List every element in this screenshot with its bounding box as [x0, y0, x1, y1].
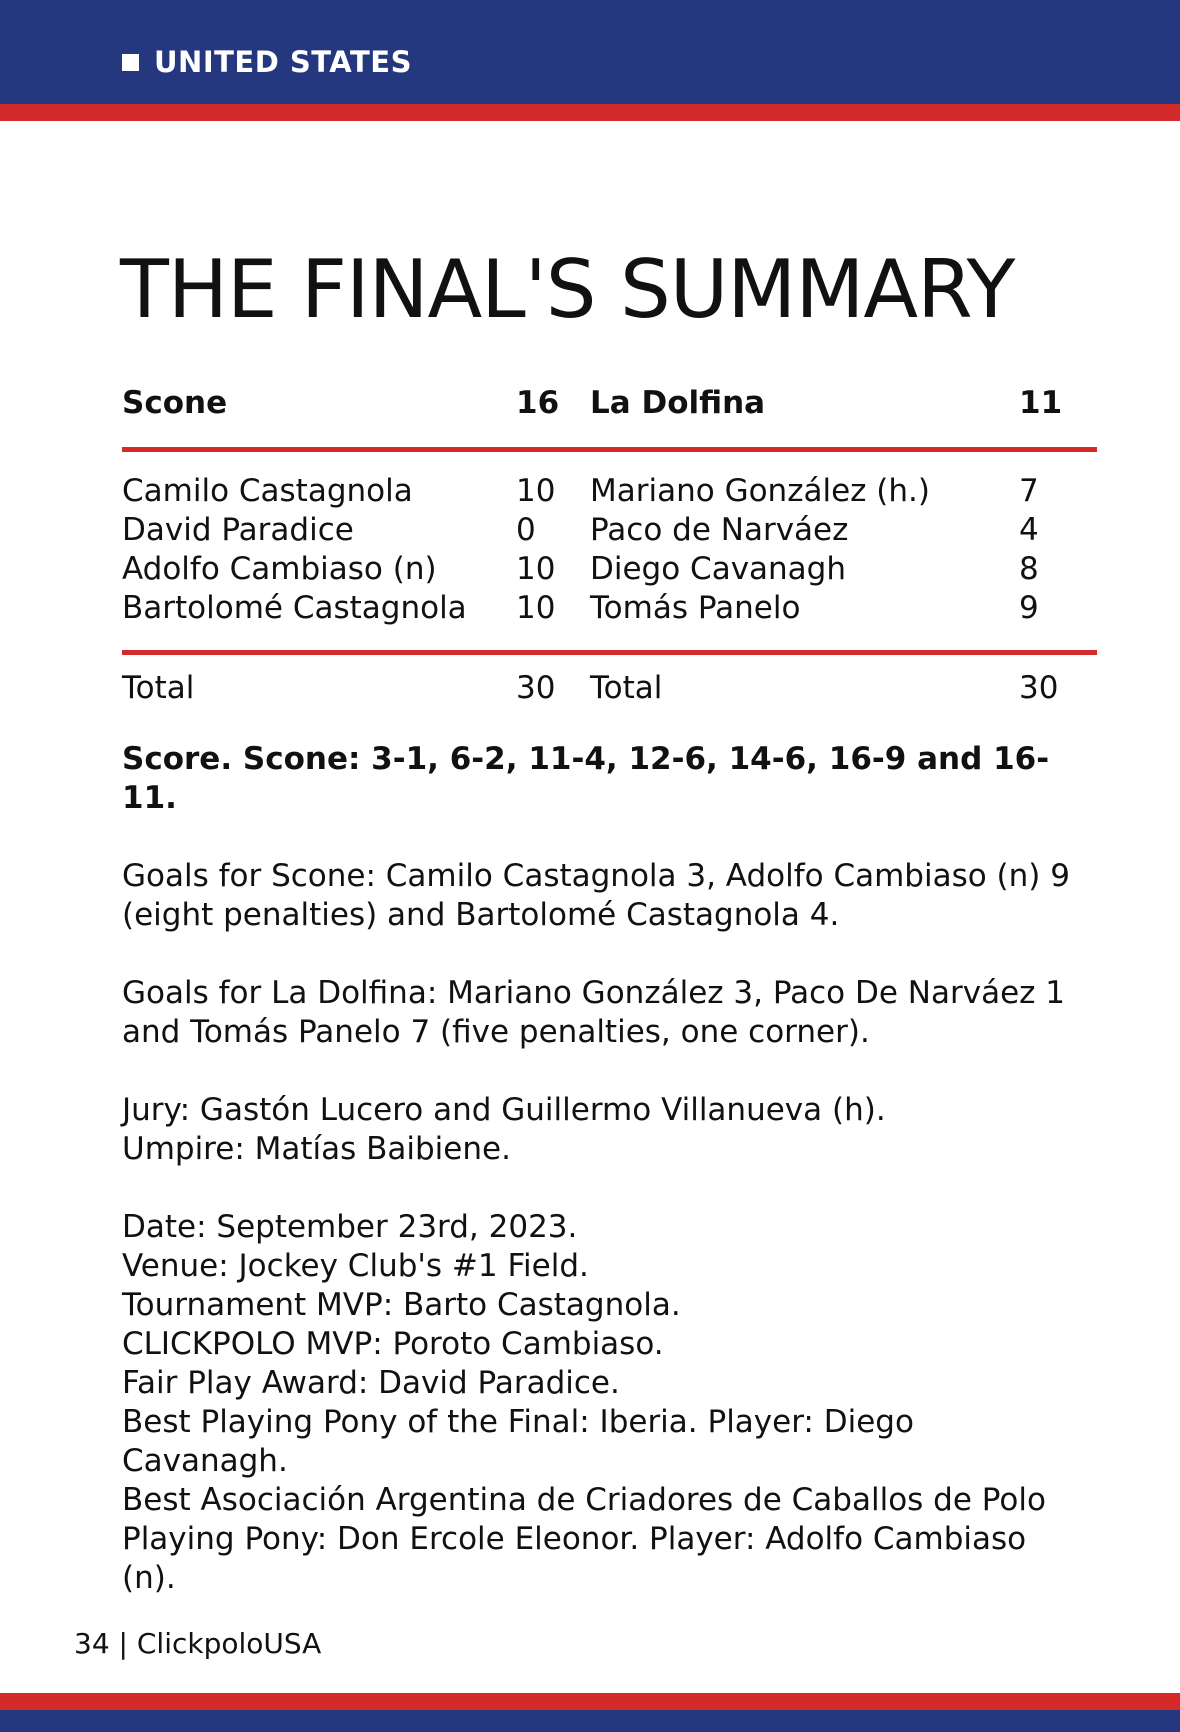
- team2-handicap: 7: [1019, 473, 1039, 509]
- team2-handicap: 9: [1019, 590, 1039, 626]
- team2-score: 11: [1019, 385, 1063, 421]
- lineup-table: [122, 384, 1097, 708]
- date-line: Date: September 23rd, 2023.: [122, 1209, 578, 1245]
- team1-score: 16: [516, 385, 560, 421]
- summary-body: [122, 740, 1082, 1598]
- team2-player: Tomás Panelo: [590, 590, 801, 626]
- umpire-line: Umpire: Matías Baibiene.: [122, 1131, 511, 1167]
- clickpolo-mvp-line: CLICKPOLO MVP: Poroto Cambiaso.: [122, 1326, 664, 1362]
- score-progression: Score. Scone: 3-1, 6-2, 11-4, 12-6, 14-6, 16-9 and 16-11.: [122, 741, 1050, 816]
- team1-player: Camilo Castagnola: [122, 473, 413, 509]
- player-row: [122, 511, 1097, 550]
- section-label: [122, 45, 412, 79]
- totals-row: [122, 669, 1097, 708]
- player-row: [122, 550, 1097, 589]
- team1-total-label: Total: [122, 670, 195, 706]
- team1-handicap: 10: [516, 590, 556, 626]
- team2-total-value: 30: [1019, 670, 1059, 706]
- team2-player: Diego Cavanagh: [590, 551, 847, 587]
- team1-handicap: 10: [516, 551, 556, 587]
- team1-total-value: 30: [516, 670, 556, 706]
- goals-la-dolfina: Goals for La Dolfina: Mariano González 3, Paco De Narváez 1 and Tomás Panelo 7 (five penalties, one corner).: [122, 975, 1065, 1050]
- team1-player: David Paradice: [122, 512, 354, 548]
- team1-handicap: 10: [516, 473, 556, 509]
- tournament-mvp-line: Tournament MVP: Barto Castagnola.: [122, 1287, 681, 1323]
- jury-line: Jury: Gastón Lucero and Guillermo Villanueva (h).: [122, 1092, 886, 1128]
- team2-player: Mariano González (h.): [590, 473, 930, 509]
- header-red-stripe: [0, 104, 1180, 121]
- team2-name: La Dolfina: [590, 385, 766, 421]
- team1-player: Bartolomé Castagnola: [122, 590, 467, 626]
- team1-handicap: 0: [516, 512, 536, 548]
- team-header-row: [122, 384, 1097, 423]
- goals-scone: Goals for Scone: Camilo Castagnola 3, Adolfo Cambiaso (n) 9 (eight penalties) and Bartolomé Castagnola 4.: [122, 858, 1070, 933]
- player-row: [122, 472, 1097, 511]
- venue-line: Venue: Jockey Club's #1 Field.: [122, 1248, 589, 1284]
- square-icon: [122, 54, 139, 71]
- table-divider-top: [122, 447, 1097, 452]
- best-aaccp-pony-line: Best Asociación Argentina de Criadores de Caballos de Polo Playing Pony: Don Ercole Eleonor. Player: Adolfo Cambiaso (n).: [122, 1482, 1046, 1596]
- fair-play-line: Fair Play Award: David Paradice.: [122, 1365, 620, 1401]
- team1-player: Adolfo Cambiaso (n): [122, 551, 437, 587]
- section-label-text: UNITED STATES: [154, 45, 412, 79]
- best-pony-line: Best Playing Pony of the Final: Iberia. Player: Diego Cavanagh.: [122, 1404, 914, 1479]
- table-divider-bottom: [122, 650, 1097, 655]
- page-title: THE FINAL'S SUMMARY: [120, 243, 1015, 336]
- team2-total-label: Total: [590, 670, 663, 706]
- footer-red-stripe: [0, 1693, 1180, 1710]
- team2-handicap: 8: [1019, 551, 1039, 587]
- team2-player: Paco de Narváez: [590, 512, 849, 548]
- player-row: [122, 589, 1097, 628]
- team1-name: Scone: [122, 385, 228, 421]
- team2-handicap: 4: [1019, 512, 1039, 548]
- page-footer: 34 | ClickpoloUSA: [74, 1627, 322, 1660]
- footer-band: [0, 1710, 1180, 1732]
